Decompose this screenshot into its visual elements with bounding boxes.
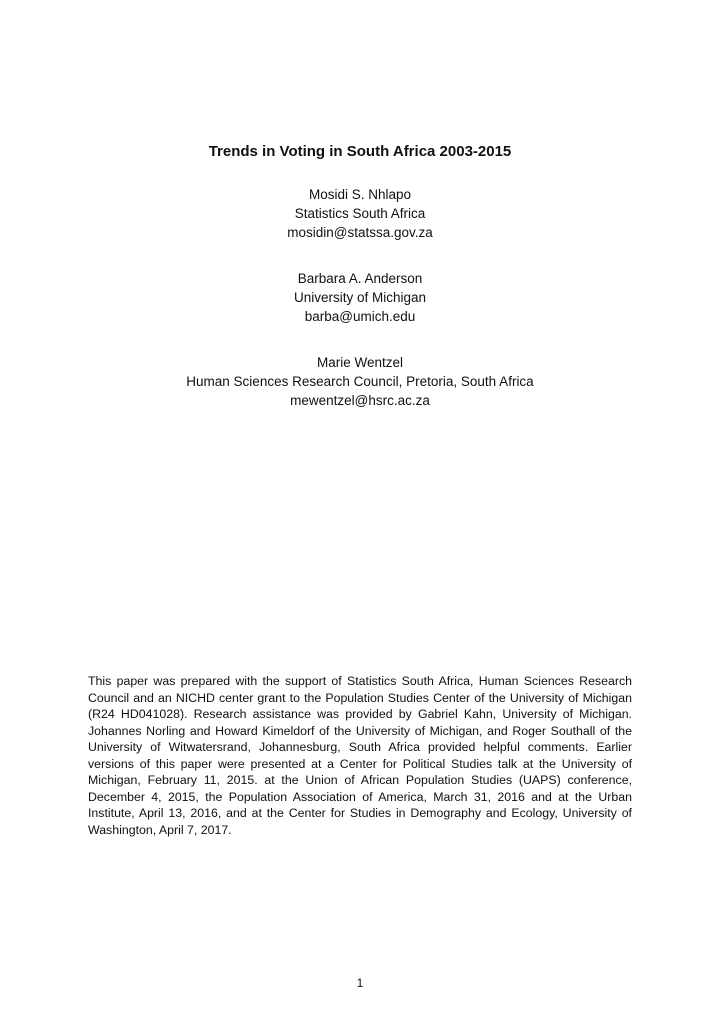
author-email: mewentzel@hsrc.ac.za: [290, 393, 430, 408]
author-affiliation: Statistics South Africa: [294, 206, 426, 221]
author-affiliation: University of Michigan: [293, 290, 427, 305]
author-block: [0, 353, 720, 410]
acknowledgement-paragraph: This paper was prepared with the support of Statistics South Africa, Human Sciences Research Council and an NICHD center grant to the Population Studies Center of the University of Michigan (R24 HD041028). Research assistance was provided by Gabriel Kahn, University of Michigan. Johannes Norling and Howard Kimeldorf of the University of Michigan, and Roger Southall of the University of Witwatersrand, Johannesburg, South Africa provided helpful comments. Earlier versions of this paper were presented at a Center for Political Studies talk at the University of Michigan, February 11, 2015. at the Union of African Population Studies (UAPS) conference, December 4, 2015, the Population Association of America, March 31, 2016 and at the Urban Institute, April 13, 2016, and at the Center for Studies in Demography and Ecology, University of Washington, April 7, 2017.: [88, 674, 632, 837]
author-name: Mosidi S. Nhlapo: [308, 187, 412, 202]
author-affiliation: Human Sciences Research Council, Pretoria, South Africa: [186, 374, 534, 389]
author-email: mosidin@statssa.gov.za: [287, 225, 433, 240]
author-email: barba@umich.edu: [304, 309, 416, 324]
paper-title: Trends in Voting in South Africa 2003-2015: [208, 143, 512, 160]
author-name: Barbara A. Anderson: [297, 271, 423, 286]
author-block: [0, 269, 720, 326]
page-number: 1: [356, 976, 364, 990]
author-name: Marie Wentzel: [316, 355, 404, 370]
author-block: [0, 185, 720, 242]
